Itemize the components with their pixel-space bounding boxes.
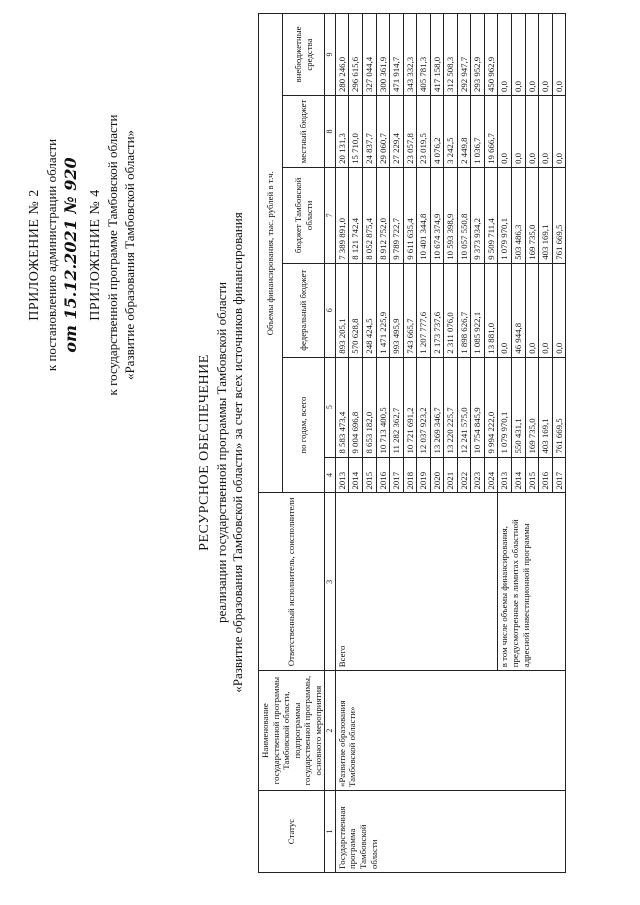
extra-cell: 0,0: [498, 14, 512, 96]
extra-cell: 296 615,6: [349, 14, 363, 96]
total-cell: 10 713 400,5: [376, 357, 390, 457]
extra-cell: 0,0: [552, 14, 566, 96]
local-cell: 0,0: [498, 96, 512, 168]
extra-cell: 417 158,0: [430, 14, 444, 96]
total-cell: 10 754 845,9: [471, 357, 485, 457]
federal-cell: 993 495,9: [390, 263, 404, 357]
year-cell: 2013: [498, 457, 512, 493]
federal-cell: 2 173 737,6: [430, 263, 444, 357]
header-status: Статус: [259, 791, 325, 873]
col-num: 1: [325, 791, 336, 873]
year-cell: 2024: [484, 457, 498, 493]
local-cell: 19 666,7: [484, 96, 498, 168]
federal-cell: 0,0: [539, 263, 553, 357]
federal-cell: 893 205,1: [335, 263, 349, 357]
program-reference: к государственной программе Тамбовской области: [104, 114, 120, 396]
year-cell: 2018: [403, 457, 417, 493]
extra-cell: 293 952,9: [471, 14, 485, 96]
total-cell: 403 169,1: [539, 357, 553, 457]
federal-cell: 2 311 076,0: [444, 263, 458, 357]
federal-cell: 1 898 626,7: [457, 263, 471, 357]
year-cell: 2016: [539, 457, 553, 493]
local-cell: 0,0: [525, 96, 539, 168]
extra-cell: 471 914,7: [390, 14, 404, 96]
regional-cell: 8 121 742,4: [349, 167, 363, 263]
federal-cell: 1 471 225,9: [376, 263, 390, 357]
appendix-4-title: ПРИЛОЖЕНИЕ № 4: [88, 189, 103, 321]
program-name-cell: «Развитие образования Тамбовской области»: [335, 671, 565, 791]
local-cell: 2 449,8: [457, 96, 471, 168]
header-name: Наименование государственной программы Тамбовской области, подпрограммы государственной программы, основного мероприятия: [259, 671, 325, 791]
header-executor: Ответственный исполнитель, соисполнители: [259, 493, 325, 671]
federal-cell: 743 665,7: [403, 263, 417, 357]
extra-cell: 312 508,3: [444, 14, 458, 96]
total-cell: 12 241 575,0: [457, 357, 471, 457]
federal-cell: 0,0: [525, 263, 539, 357]
total-cell: 1 079 970,1: [498, 357, 512, 457]
extra-cell: 405 781,3: [417, 14, 431, 96]
total-cell: 8 583 473,4: [335, 357, 349, 457]
total-cell: 13 220 225,7: [444, 357, 458, 457]
year-cell: 2014: [511, 457, 525, 493]
local-cell: 0,0: [552, 96, 566, 168]
regional-cell: 1 079 970,1: [498, 167, 512, 263]
local-cell: 0,0: [539, 96, 553, 168]
year-cell: 2023: [471, 457, 485, 493]
col-num: 7: [325, 167, 336, 263]
extra-cell: 343 332,3: [403, 14, 417, 96]
col-num: 9: [325, 14, 336, 96]
extra-cell: 450 962,9: [484, 14, 498, 96]
federal-cell: 1 207 777,6: [417, 263, 431, 357]
extra-cell: 280 246,0: [335, 14, 349, 96]
col-num: 5: [325, 357, 336, 457]
local-cell: 23 019,5: [417, 96, 431, 168]
col-num: 2: [325, 671, 336, 791]
decree-reference: к постановлению администрации области: [43, 138, 59, 372]
extra-cell: 0,0: [539, 14, 553, 96]
extra-cell: 300 361,9: [376, 14, 390, 96]
total-cell: 10 721 691,2: [403, 357, 417, 457]
extra-cell: 292 947,7: [457, 14, 471, 96]
regional-cell: 169 735,0: [525, 167, 539, 263]
decree-date-number: от 15.12.2021 № 920: [60, 157, 80, 353]
total-cell: 550 431,1: [511, 357, 525, 457]
document-header: [26, 40, 138, 470]
local-cell: 27 229,4: [390, 96, 404, 168]
column-number-row: [325, 14, 336, 873]
title-subline-2: «Развитие образования Тамбовской области» за счет всех источников финансирования: [229, 212, 245, 693]
extra-cell: 0,0: [525, 14, 539, 96]
col-num: 3: [325, 493, 336, 671]
local-cell: 23 057,8: [403, 96, 417, 168]
regional-cell: 503 486,3: [511, 167, 525, 263]
federal-cell: 248 424,5: [362, 263, 376, 357]
header-federal: федеральный бюджет: [282, 263, 324, 357]
appendix-2-title: ПРИЛОЖЕНИЕ № 2: [27, 189, 42, 321]
status-cell: Государственная программа Тамбовской области: [335, 791, 565, 873]
federal-cell: 570 628,8: [349, 263, 363, 357]
total-cell: 169 735,0: [525, 357, 539, 457]
local-cell: 20 131,3: [335, 96, 349, 168]
title-subline-1: реализации государственной программы Тамбовской области: [213, 281, 229, 624]
local-cell: 3 242,5: [444, 96, 458, 168]
regional-cell: 403 169,1: [539, 167, 553, 263]
federal-cell: 13 881,0: [484, 263, 498, 357]
total-cell: 761 669,5: [552, 357, 566, 457]
regional-cell: 9 789 722,7: [390, 167, 404, 263]
program-name-reference: «Развитие образования Тамбовской области»: [121, 129, 137, 381]
regional-cell: 9 373 934,2: [471, 167, 485, 263]
header-by-years: по годам, всего: [282, 357, 324, 493]
total-cell: 12 037 923,2: [417, 357, 431, 457]
regional-cell: 7 389 891,0: [335, 167, 349, 263]
year-cell: 2015: [362, 457, 376, 493]
regional-cell: 8 052 875,4: [362, 167, 376, 263]
regional-cell: 10 593 398,9: [444, 167, 458, 263]
local-cell: 1 036,7: [471, 96, 485, 168]
total-cell: 9 994 222,0: [484, 357, 498, 457]
regional-cell: 10 401 344,8: [417, 167, 431, 263]
year-cell: 2017: [390, 457, 404, 493]
total-cell: 9 004 696,8: [349, 357, 363, 457]
year-cell: 2021: [444, 457, 458, 493]
col-num: 6: [325, 263, 336, 357]
year-cell: 2017: [552, 457, 566, 493]
total-cell: 8 653 182,0: [362, 357, 376, 457]
total-cell: 11 282 362,7: [390, 357, 404, 457]
year-cell: 2019: [417, 457, 431, 493]
regional-cell: 9 509 711,4: [484, 167, 498, 263]
year-cell: 2015: [525, 457, 539, 493]
header-extra: внебюджетные средства: [282, 14, 324, 96]
title-main: РЕСУРСНОЕ ОБЕСПЕЧЕНИЕ: [197, 354, 212, 551]
resource-table: [258, 13, 566, 873]
col-num: 8: [325, 96, 336, 168]
federal-cell: 0,0: [498, 263, 512, 357]
local-cell: 24 837,7: [362, 96, 376, 168]
table-row: [335, 14, 349, 873]
regional-cell: 10 674 374,9: [430, 167, 444, 263]
header-local: местный бюджет: [282, 96, 324, 168]
local-cell: 4 076,2: [430, 96, 444, 168]
year-cell: 2013: [335, 457, 349, 493]
year-cell: 2014: [349, 457, 363, 493]
total-cell: 13 269 346,7: [430, 357, 444, 457]
regional-cell: 8 912 752,0: [376, 167, 390, 263]
header-volumes: Объемы финансирования, тыс. рублей в т.ч.: [259, 14, 283, 494]
federal-cell: 46 944,8: [511, 263, 525, 357]
year-cell: 2020: [430, 457, 444, 493]
local-cell: 0,0: [511, 96, 525, 168]
executor-total-cell: Всего: [335, 493, 498, 671]
regional-cell: 761 669,5: [552, 167, 566, 263]
header-regional: бюджет Тамбовской области: [282, 167, 324, 263]
regional-cell: 10 057 550,8: [457, 167, 471, 263]
year-cell: 2016: [376, 457, 390, 493]
federal-cell: 0,0: [552, 263, 566, 357]
federal-cell: 1 085 922,1: [471, 263, 485, 357]
local-cell: 29 060,7: [376, 96, 390, 168]
col-num: 4: [325, 457, 336, 493]
extra-cell: 327 044,4: [362, 14, 376, 96]
document-title: [196, 0, 246, 905]
executor-aip-cell: в том числе объемы финансирования, предусмотренные в лимитах областной адресной инвестиционной программы: [498, 493, 566, 671]
year-cell: 2022: [457, 457, 471, 493]
extra-cell: 0,0: [511, 14, 525, 96]
local-cell: 15 710,0: [349, 96, 363, 168]
regional-cell: 9 611 635,4: [403, 167, 417, 263]
